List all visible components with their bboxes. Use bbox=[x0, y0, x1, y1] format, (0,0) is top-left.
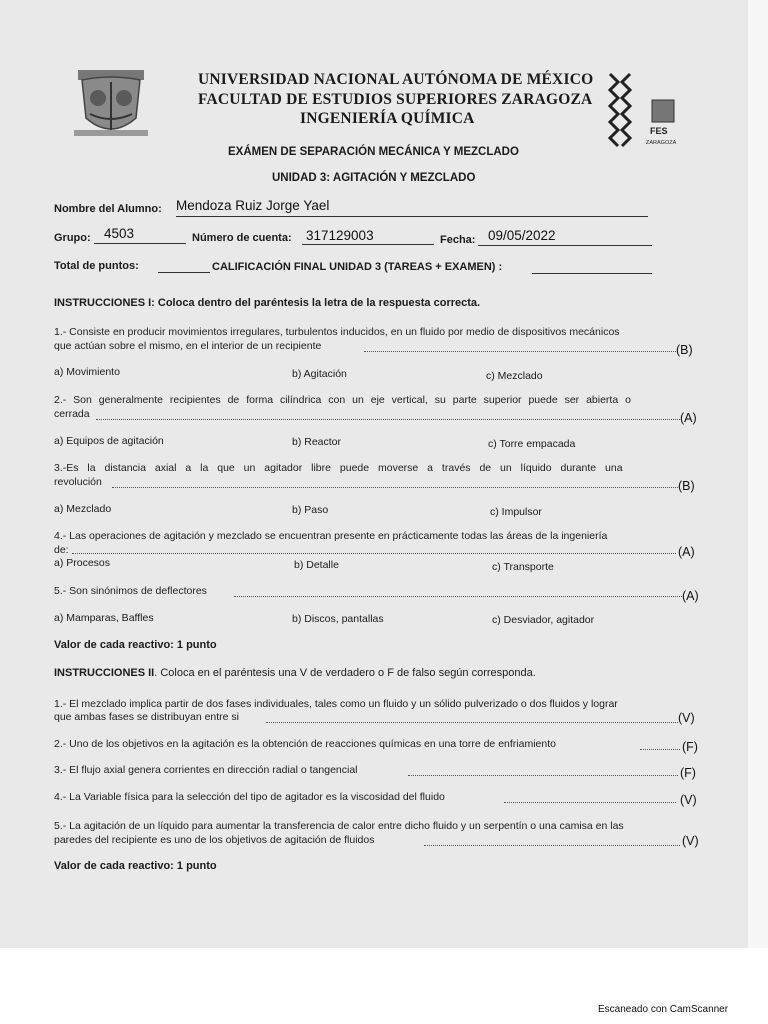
statement-2-text: 2.- Uno de los objetivos en la agitación es la obtención de reacciones químicas en una torre de enfriamiento bbox=[54, 738, 556, 750]
fes-logo-subtext: ZARAGOZA bbox=[646, 140, 677, 146]
answer-leader-dots bbox=[504, 802, 676, 803]
student-name-field[interactable]: Mendoza Ruiz Jorge Yael bbox=[176, 198, 330, 213]
answer-leader-dots bbox=[234, 596, 682, 597]
university-name: UNIVERSIDAD NACIONAL AUTÓNOMA DE MÉXICO bbox=[198, 71, 594, 88]
q2-option-c: c) Torre empacada bbox=[488, 438, 576, 450]
question-1-text: 1.- Consiste en producir movimientos irregulares, turbulentos inducidos, en un fluido por medio de dispositivos mecánicos bbox=[54, 326, 620, 338]
question-2-text: 2.- Son generalmente recipientes de forma cilíndrica con un eje vertical, su parte superior puede ser abierta o bbox=[54, 394, 631, 406]
unit-title: UNIDAD 3: AGITACIÓN Y MEZCLADO bbox=[272, 172, 476, 184]
q4-option-c: c) Transporte bbox=[492, 561, 554, 573]
q2-option-a: a) Equipos de agitación bbox=[54, 435, 164, 447]
q3-option-b: b) Paso bbox=[292, 504, 329, 516]
date-label: Fecha: bbox=[440, 234, 476, 246]
account-number-field[interactable]: 317129003 bbox=[306, 228, 374, 243]
fes-zaragoza-logo bbox=[604, 72, 684, 150]
group-field[interactable]: 4503 bbox=[104, 226, 135, 241]
question-3-answer[interactable]: (B) bbox=[678, 479, 695, 493]
section-2-value-note: Valor de cada reactivo: 1 punto bbox=[54, 860, 217, 872]
statement-1-text: 1.- El mezclado implica partir de dos fases individuales, tales como un fluido y un sólido pulverizado o dos fluidos y lograr bbox=[54, 698, 618, 710]
program-name: INGENIERÍA QUÍMICA bbox=[300, 110, 475, 127]
section-1-value-note: Valor de cada reactivo: 1 punto bbox=[54, 639, 217, 651]
question-2-answer[interactable]: (A) bbox=[680, 411, 697, 425]
statement-3-answer[interactable]: (F) bbox=[680, 766, 696, 780]
instructions-2-title bbox=[54, 667, 536, 679]
group-underline bbox=[94, 243, 186, 244]
statement-5-answer[interactable]: (V) bbox=[682, 834, 699, 848]
instructions-2-heading: INSTRUCCIONES II bbox=[54, 667, 155, 679]
faculty-name: FACULTAD DE ESTUDIOS SUPERIORES ZARAGOZA bbox=[198, 91, 593, 108]
account-number-label: Número de cuenta: bbox=[192, 232, 292, 244]
student-name-label: Nombre del Alumno: bbox=[54, 203, 162, 215]
statement-5-text-cont: paredes del recipiente es uno de los objetivos de agitación de fluidos bbox=[54, 834, 375, 846]
statement-4-answer[interactable]: (V) bbox=[680, 793, 697, 807]
fes-logo-text: FES bbox=[650, 126, 668, 136]
q1-option-b: b) Agitación bbox=[292, 368, 347, 380]
question-3-text-cont: revolución bbox=[54, 476, 102, 488]
question-4-text: 4.- Las operaciones de agitación y mezclado se encuentran presente en prácticamente todas las áreas de la ingeniería bbox=[54, 530, 608, 542]
answer-leader-dots bbox=[408, 775, 678, 776]
statement-4-text: 4.- La Variable física para la selección del tipo de agitador es la viscosidad del fluido bbox=[54, 791, 445, 803]
account-number-underline bbox=[302, 244, 434, 245]
final-grade-field[interactable] bbox=[532, 273, 652, 274]
answer-leader-dots bbox=[364, 351, 676, 352]
q4-option-a: a) Procesos bbox=[54, 557, 111, 569]
q1-option-c: c) Mezclado bbox=[486, 370, 543, 382]
statement-5-text: 5.- La agitación de un líquido para aumentar la transferencia de calor entre dicho fluido y un serpentín o una camisa en las bbox=[54, 820, 624, 832]
answer-leader-dots bbox=[112, 487, 678, 488]
unam-crest-logo bbox=[72, 66, 150, 142]
answer-leader-dots bbox=[72, 553, 676, 554]
question-5-answer[interactable]: (A) bbox=[682, 589, 699, 603]
question-5-text: 5.- Son sinónimos de deflectores bbox=[54, 585, 207, 597]
instructions-2-text: . Coloca en el paréntesis una V de verdadero o F de falso según corresponda. bbox=[154, 667, 536, 679]
q3-option-a: a) Mezclado bbox=[54, 503, 112, 515]
question-2-text-cont: cerrada bbox=[54, 408, 90, 420]
q5-option-a: a) Mamparas, Baffles bbox=[54, 612, 154, 624]
q2-option-b: b) Reactor bbox=[292, 436, 342, 448]
group-label: Grupo: bbox=[54, 232, 91, 244]
answer-leader-dots bbox=[424, 845, 680, 846]
question-1-text-cont: que actúan sobre el mismo, en el interior de un recipiente bbox=[54, 340, 322, 352]
statement-2-answer[interactable]: (F) bbox=[682, 740, 698, 754]
q1-option-a: a) Movimiento bbox=[54, 366, 120, 378]
question-4-answer[interactable]: (A) bbox=[678, 545, 695, 559]
date-field[interactable]: 09/05/2022 bbox=[488, 228, 556, 243]
q3-option-c: c) Impulsor bbox=[490, 506, 542, 518]
student-name-underline bbox=[176, 216, 648, 217]
camscanner-watermark: Escaneado con CamScanner bbox=[598, 1004, 729, 1015]
statement-3-text: 3.- El flujo axial genera corrientes en dirección radial o tangencial bbox=[54, 764, 358, 776]
q5-option-c: c) Desviador, agitador bbox=[492, 614, 595, 626]
answer-leader-dots bbox=[96, 419, 680, 420]
q4-option-b: b) Detalle bbox=[294, 559, 339, 571]
instructions-1-title: INSTRUCCIONES I: Coloca dentro del paréntesis la letra de la respuesta correcta. bbox=[54, 297, 481, 309]
date-underline bbox=[478, 245, 652, 246]
answer-leader-dots bbox=[266, 722, 678, 723]
q5-option-b: b) Discos, pantallas bbox=[292, 613, 384, 625]
question-3-text: 3.-Es la distancia axial a la que un agitador libre puede moverse a través de un líquido durante una bbox=[54, 462, 623, 474]
total-points-field[interactable] bbox=[158, 272, 210, 273]
page-margin bbox=[748, 0, 768, 948]
statement-1-answer[interactable]: (V) bbox=[678, 711, 695, 725]
answer-leader-dots bbox=[640, 749, 680, 750]
question-1-answer[interactable]: (B) bbox=[676, 343, 693, 357]
exam-title: EXÁMEN DE SEPARACIÓN MECÁNICA Y MEZCLADO bbox=[228, 146, 519, 158]
total-points-label: Total de puntos: bbox=[54, 260, 139, 272]
final-grade-label: CALIFICACIÓN FINAL UNIDAD 3 (TAREAS + EXAMEN) : bbox=[212, 261, 503, 273]
statement-1-text-cont: que ambas fases se distribuyan entre si bbox=[54, 711, 240, 723]
question-4-text-cont: de: bbox=[54, 544, 69, 556]
